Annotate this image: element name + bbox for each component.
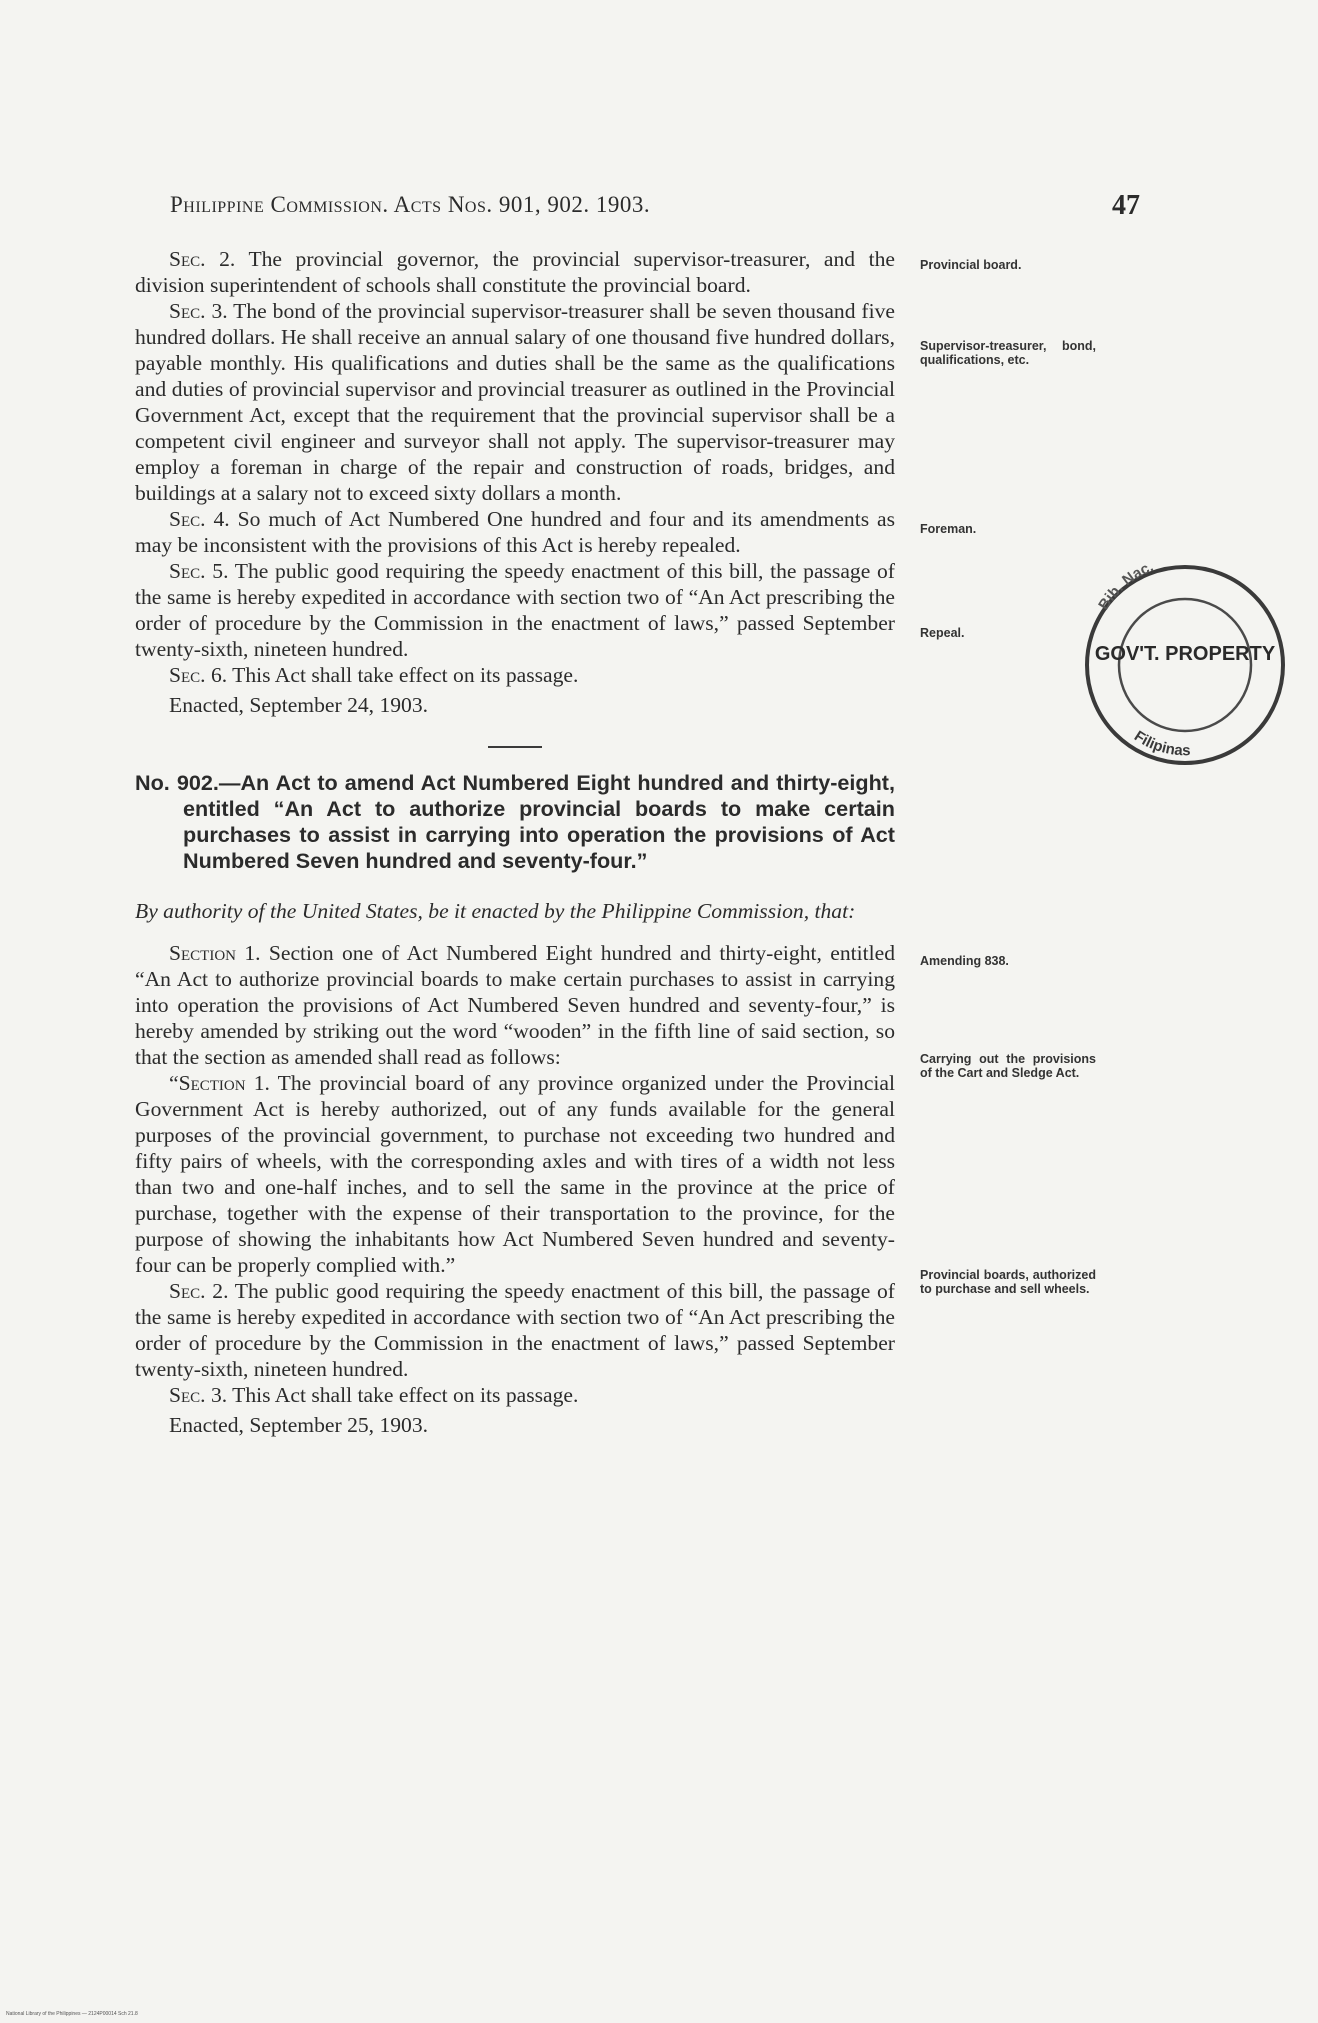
section-text: The public good requiring the speedy enactment of this bill, the passage of the same is hereby expedited in accordance with section two of “An Act prescribing the order of procedure by the Commission in the enactment of laws,” passed September twenty-sixth, nineteen hundred.	[135, 559, 895, 661]
stamp-center-text: GOV'T. PROPERTY	[1094, 643, 1276, 665]
section-text: The public good requiring the speedy enactment of this bill, the passage of the same is hereby expedited in accordance with section two of “An Act prescribing the order of procedure by the Commission in the enactment of laws,” passed September twenty-sixth, nineteen hundred.	[135, 1279, 895, 1381]
section-text: This Act shall take effect on its passage.	[227, 1383, 579, 1407]
margin-note-carrying-out: Carrying out the provisions of the Cart and Sledge Act.	[920, 1052, 1096, 1080]
section-lead: Sec. 4.	[169, 507, 230, 531]
act-902-quoted-sec-1	[135, 1070, 895, 1278]
page-header	[170, 192, 1140, 232]
section-lead: Sec. 3.	[169, 1383, 228, 1407]
library-stamp	[1055, 540, 1305, 765]
stamp-bottom-text: Filipinas	[1131, 727, 1191, 760]
act-901-sec-6	[135, 662, 895, 688]
act-902-sec-2	[135, 1278, 895, 1382]
margin-note-repeal: Repeal.	[920, 626, 965, 640]
section-text: This Act shall take effect on its passage.	[227, 663, 579, 687]
section-lead: Sec. 6.	[169, 663, 228, 687]
section-text: The provincial governor, the provincial supervisor-treasurer, and the division superintendent of schools shall constitute the provincial board.	[135, 247, 896, 297]
section-lead: Sec. 2.	[169, 1279, 229, 1303]
section-text: The provincial board of any province organized under the Provincial Government Act is hereby authorized, out of any funds available for the general purposes of the provincial government, to purchase not exceeding two hundred and fifty pairs of wheels, with the corresponding axles and with tires of a width not less than two and one-half inches, and to sell the same in the province at the price of purchase, together with the expense of their transportation to the province, for the purpose of showing the inhabitants how Act Numbered Seven hundred and seventy-four can be properly complied with.”	[135, 1071, 895, 1277]
footer-credit: National Library of the Philippines — 2124P00014 Sch 21.8	[6, 2011, 138, 2017]
section-divider	[488, 746, 542, 748]
section-text: Section one of Act Numbered Eight hundred and thirty-eight, entitled “An Act to authorize provincial boards to make certain purchases to assist in carrying into operation the provisions of Act Numbered Seven hundred and seventy-four,” is hereby amended by striking out the word “wooden” in the fifth line of said section, so that the section as amended shall read as follows:	[135, 941, 896, 1069]
section-lead: “Section 1.	[169, 1071, 270, 1095]
act-902-enacted: Enacted, September 25, 1903.	[169, 1413, 429, 1437]
act-902-sec-1	[135, 940, 895, 1070]
section-text: So much of Act Numbered One hundred and four and its amendments as may be inconsistent with the provisions of this Act is hereby repealed.	[135, 507, 896, 557]
act-901-sec-2	[135, 246, 895, 298]
act-902-title: No. 902.—An Act to amend Act Numbered Eight hundred and thirty-eight, entitled “An Act to authorize provincial boards to make certain purchases to assist in carrying into operation the provisions of Act Numbered Seven hundred and seventy-four.”	[135, 770, 895, 873]
act-901-sec-3	[135, 298, 895, 506]
running-head: Philippine Commission. Acts Nos. 901, 902. 1903.	[170, 192, 651, 217]
act-901-enacted: Enacted, September 24, 1903.	[169, 693, 429, 717]
stamp-top-text: Bib. Nac.	[1095, 558, 1156, 614]
enacting-clause: By authority of the United States, be it enacted by the Philippine Commission, that:	[135, 899, 856, 923]
section-lead: Sec. 2.	[169, 247, 236, 271]
margin-note-provincial-boards: Provincial boards, authorized to purchase and sell wheels.	[920, 1268, 1096, 1296]
section-lead: Sec. 3.	[169, 299, 228, 323]
margin-note-provincial-board: Provincial board.	[920, 258, 1022, 272]
act-901-sec-4	[135, 506, 895, 558]
margin-note-supervisor-treasurer: Supervisor-treasurer, bond, qualifications, etc.	[920, 339, 1096, 367]
act-902-sec-3	[135, 1382, 895, 1408]
margin-note-foreman: Foreman.	[920, 522, 977, 536]
page-number: 47	[1112, 190, 1140, 221]
margin-note-amending: Amending 838.	[920, 954, 1009, 968]
section-lead: Section 1.	[169, 941, 261, 965]
act-901-sec-5	[135, 558, 895, 662]
main-text	[135, 246, 895, 1438]
section-text: The bond of the provincial supervisor-treasurer shall be seven thousand five hundred dollars. He shall receive an annual salary of one thousand five hundred dollars, payable monthly. His qualifications and duties shall be the same as the qualifications and duties of provincial supervisor and provincial treasurer as outlined in the Provincial Government Act, except that the requirement that the provincial supervisor shall be a competent civil engineer and surveyor shall not apply. The supervisor-treasurer may employ a foreman in charge of the repair and construction of roads, bridges, and buildings at a salary not to exceed sixty dollars a month.	[135, 299, 895, 505]
section-lead: Sec. 5.	[169, 559, 229, 583]
